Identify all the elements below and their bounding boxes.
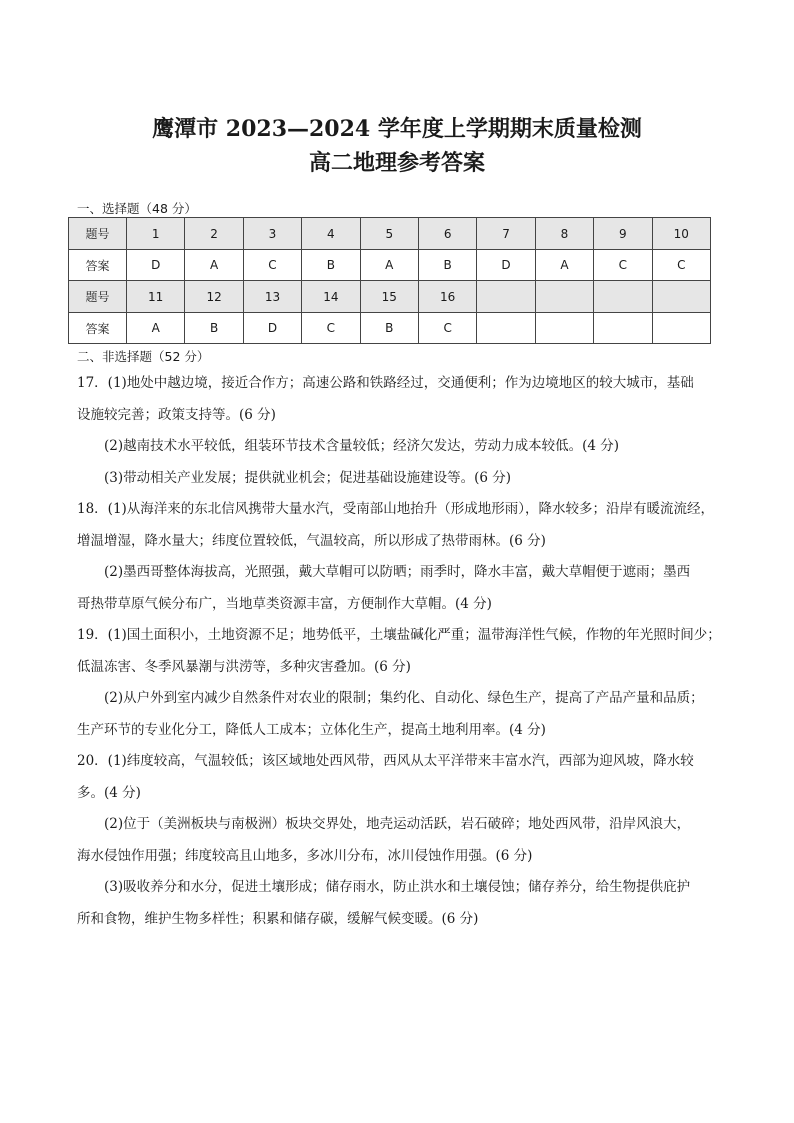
question-number-cell: 12 — [185, 281, 243, 313]
question-number-cell: 14 — [302, 281, 360, 313]
empty-cell — [477, 313, 535, 344]
answer-cell: A — [535, 250, 593, 281]
table-row-numbers-2 — [69, 281, 711, 313]
question-number-cell: 4 — [302, 218, 360, 250]
table-row-answers-2 — [69, 313, 711, 344]
question-number-cell: 13 — [243, 281, 301, 313]
answer-cell: A — [127, 313, 185, 344]
page-subtitle: 高二地理参考答案 — [308, 150, 485, 176]
question-number-cell: 9 — [594, 218, 652, 250]
choice-answer-table — [68, 217, 711, 344]
table-row-answers-1 — [69, 250, 711, 281]
question-number-cell: 8 — [535, 218, 593, 250]
answer-cell: B — [418, 250, 476, 281]
row-label-number: 题号 — [69, 218, 127, 250]
answer-cell: D — [477, 250, 535, 281]
answer-line: 低温冻害、冬季风暴潮与洪涝等，多种灾害叠加。(6 分) — [77, 658, 411, 675]
empty-cell — [477, 281, 535, 313]
question-number-cell: 11 — [127, 281, 185, 313]
answer-line: 哥热带草原气候分布广，当地草类资源丰富，方便制作大草帽。(4 分) — [77, 595, 492, 612]
table-row-numbers-1 — [69, 218, 711, 250]
answer-cell: D — [127, 250, 185, 281]
answer-line: 增温增湿，降水量大；纬度位置较低，气温较高，所以形成了热带雨林。(6 分) — [77, 532, 546, 549]
answer-cell: D — [243, 313, 301, 344]
question-number-cell: 6 — [418, 218, 476, 250]
question-number-cell: 5 — [360, 218, 418, 250]
answer-line: 生产环节的专业化分工，降低人工成本；立体化生产，提高土地利用率。(4 分) — [77, 721, 546, 738]
question-number-cell: 1 — [127, 218, 185, 250]
page-title: 鹰潭市 2023—2024 学年度上学期期末质量检测 — [152, 116, 642, 142]
answer-cell: C — [302, 313, 360, 344]
row-label-answer: 答案 — [69, 250, 127, 281]
answer-cell: C — [243, 250, 301, 281]
section-nonchoice-label: 二、非选择题（52 分） — [77, 349, 210, 364]
answer-line: (2)越南技术水平较低，组装环节技术含量较低；经济欠发达，劳动力成本较低。(4 分) — [104, 438, 620, 454]
answer-cell: C — [594, 250, 652, 281]
answer-line: (2)从户外到室内减少自然条件对农业的限制；集约化、自动化、绿色生产，提高了产品产量和品质； — [104, 690, 704, 706]
section-choice-label: 一、选择题（48 分） — [77, 201, 197, 216]
answer-line: 17．(1)地处中越边境，接近合作方；高速公路和铁路经过，交通便利；作为边境地区的较大城市，基础 — [77, 375, 694, 391]
empty-cell — [535, 313, 593, 344]
answer-line: 海水侵蚀作用强；纬度较高且山地多，多冰川分布，冰川侵蚀作用强。(6 分) — [77, 847, 533, 864]
row-label-number: 题号 — [69, 281, 127, 313]
answer-line: 20．(1)纬度较高，气温较低；该区域地处西风带，西风从太平洋带来丰富水汽，西部为迎风坡，降水较 — [77, 753, 694, 769]
question-number-cell: 7 — [477, 218, 535, 250]
answer-line: 所和食物，维护生物多样性；积累和储存碳，缓解气候变暖。(6 分) — [77, 910, 479, 927]
answer-line: (2)墨西哥整体海拔高，光照强，戴大草帽可以防晒；雨季时，降水丰富，戴大草帽便于遮雨；墨西 — [104, 564, 691, 580]
row-label-answer: 答案 — [69, 313, 127, 344]
question-number-cell: 15 — [360, 281, 418, 313]
answer-cell: A — [185, 250, 243, 281]
question-number-cell: 2 — [185, 218, 243, 250]
answer-cell: C — [652, 250, 710, 281]
empty-cell — [594, 313, 652, 344]
question-number-cell: 3 — [243, 218, 301, 250]
empty-cell — [652, 281, 710, 313]
answer-cell: B — [302, 250, 360, 281]
question-number-cell: 16 — [418, 281, 476, 313]
question-number-cell: 10 — [652, 218, 710, 250]
answer-line: 多。(4 分) — [77, 784, 141, 801]
empty-cell — [535, 281, 593, 313]
answer-line: (3)吸收养分和水分，促进土壤形成；储存雨水，防止洪水和土壤侵蚀；储存养分，给生物提供庇护 — [104, 879, 691, 895]
nonchoice-answers — [77, 368, 722, 935]
answer-line: 设施较完善；政策支持等。(6 分) — [77, 406, 276, 423]
answer-cell: B — [185, 313, 243, 344]
answer-cell: B — [360, 313, 418, 344]
empty-cell — [594, 281, 652, 313]
answer-cell: C — [418, 313, 476, 344]
answer-line: (2)位于（美洲板块与南极洲）板块交界处，地壳运动活跃，岩石破碎；地处西风带，沿岸风浪大， — [104, 816, 691, 832]
empty-cell — [652, 313, 710, 344]
answer-cell: A — [360, 250, 418, 281]
answer-line: 18．(1)从海洋来的东北信风携带大量水汽，受南部山地抬升（形成地形雨），降水较多；沿岸有暖流流经， — [77, 501, 715, 517]
answer-line: 19．(1)国土面积小，土地资源不足；地势低平，土壤盐碱化严重；温带海洋性气候，作物的年光照时间少； — [77, 627, 721, 643]
answer-line: (3)带动相关产业发展；提供就业机会；促进基础设施建设等。(6 分) — [104, 469, 512, 486]
